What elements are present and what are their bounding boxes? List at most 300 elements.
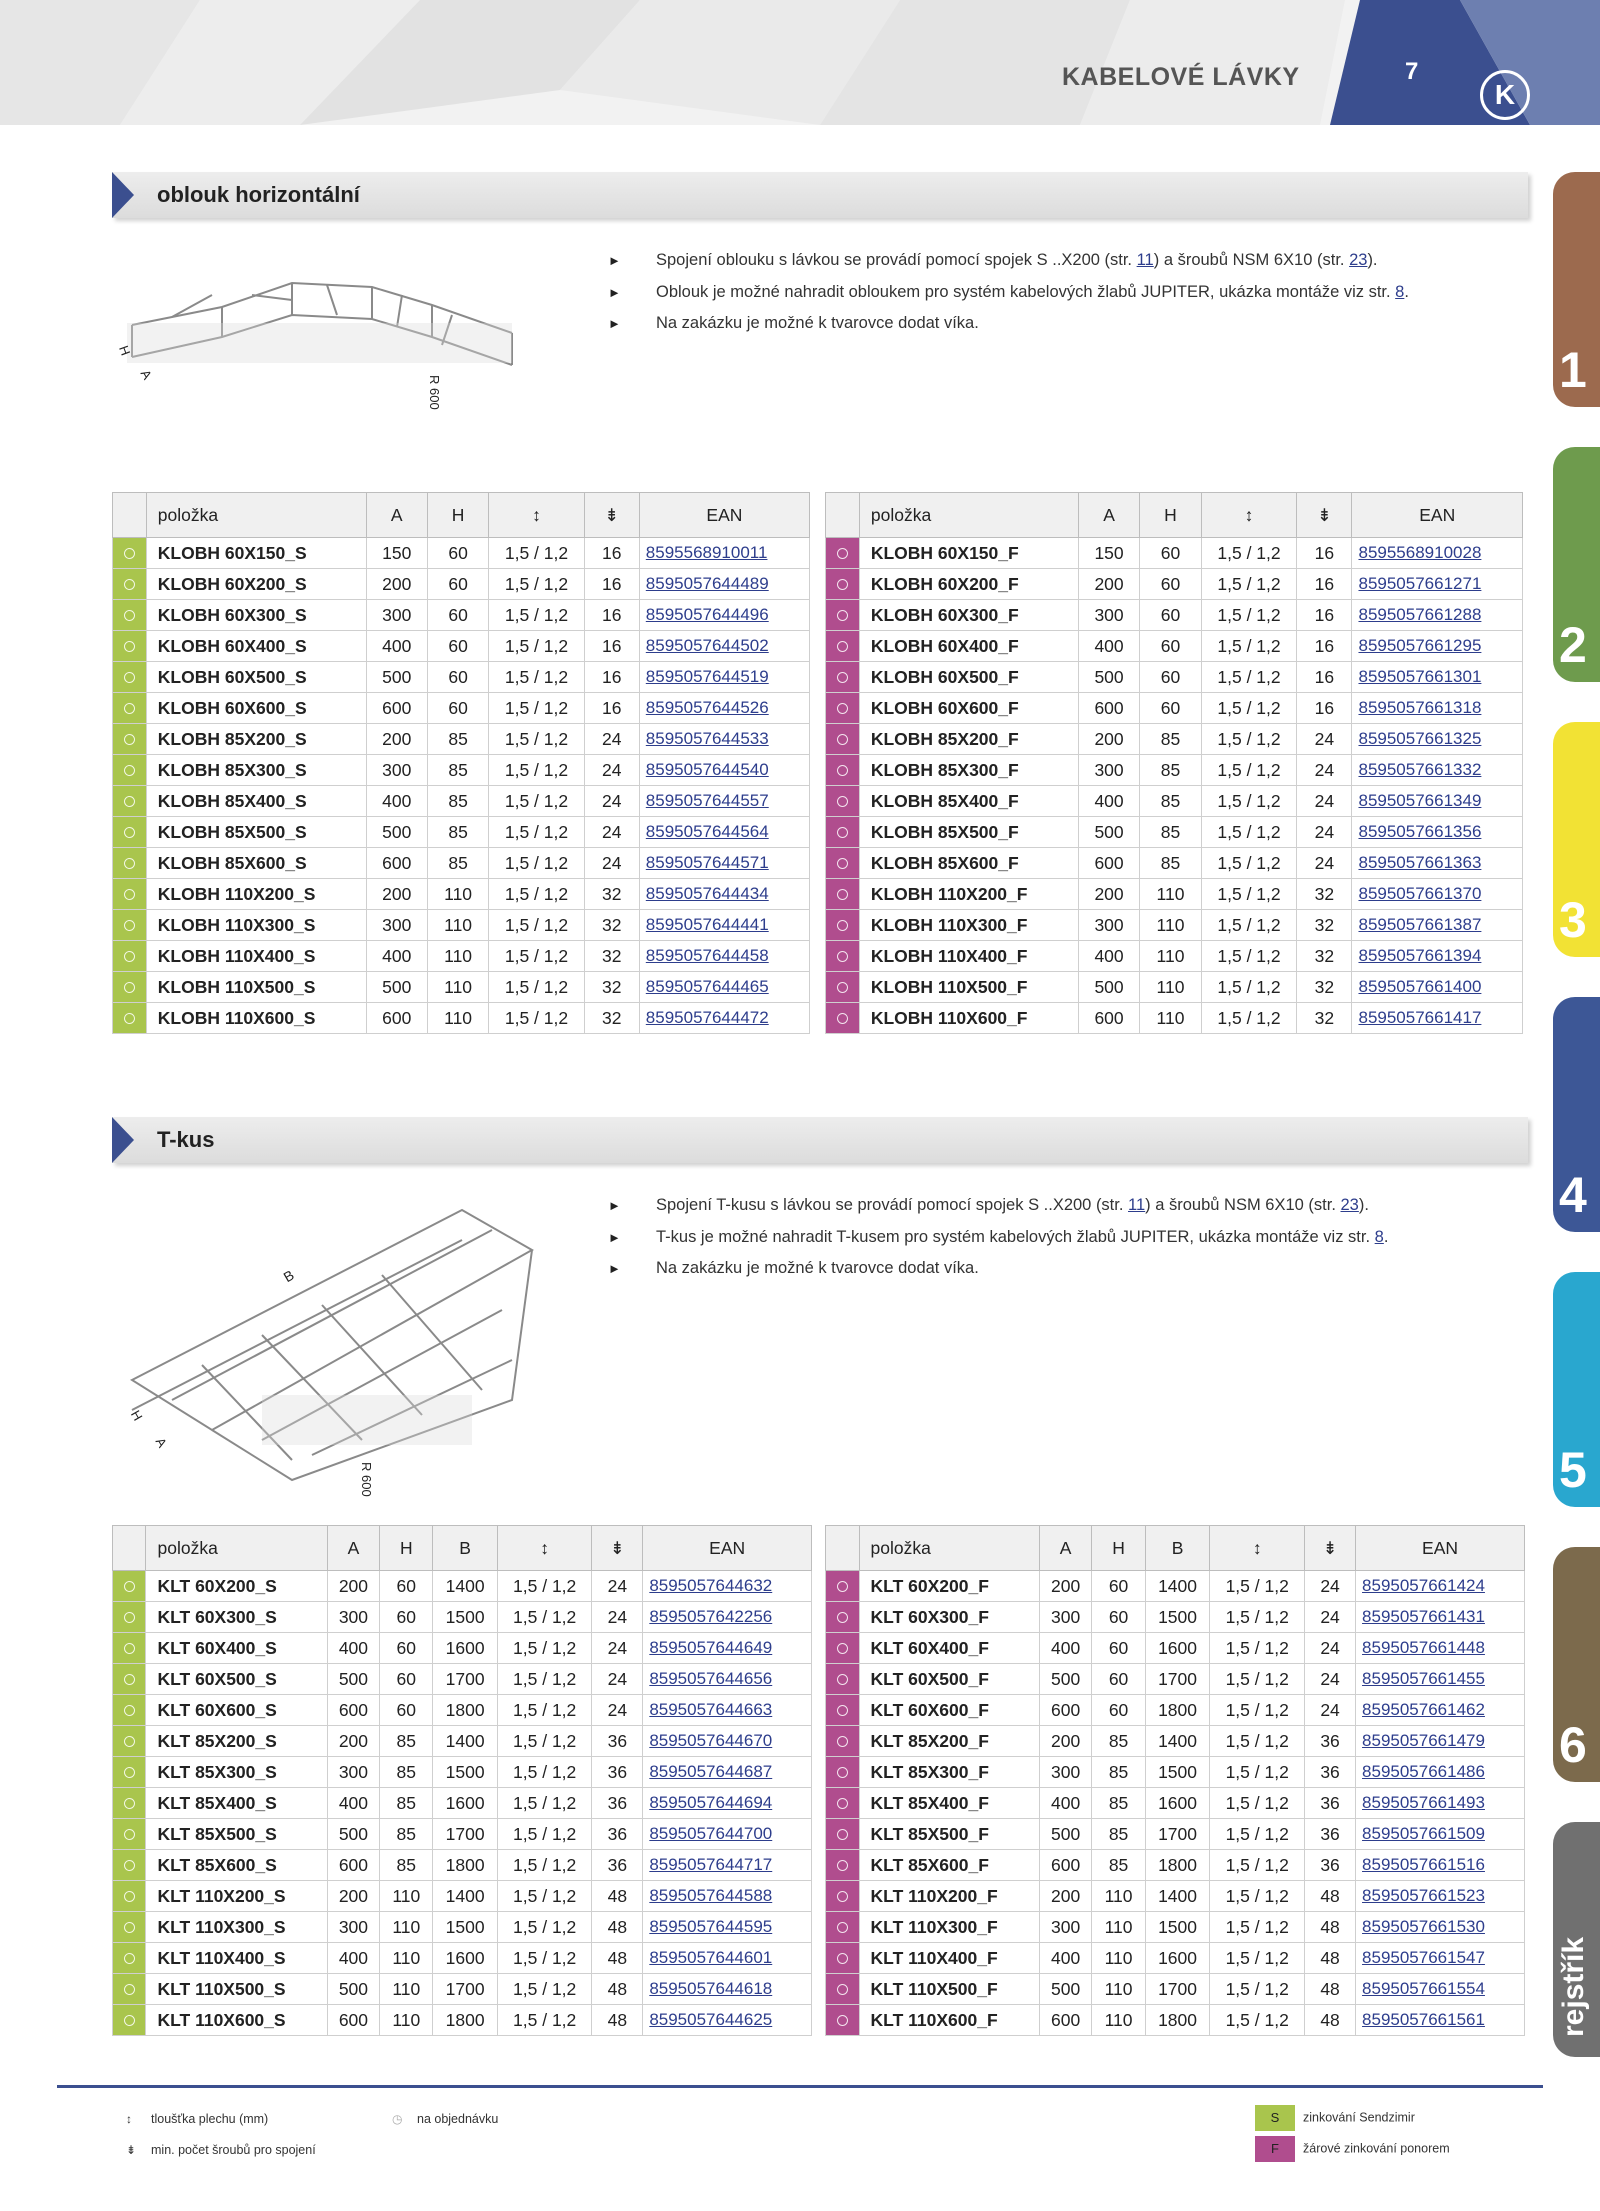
header-marker-cell bbox=[113, 1526, 146, 1571]
clock-icon bbox=[837, 703, 848, 714]
header-marker-cell bbox=[113, 493, 147, 538]
clock-icon bbox=[837, 827, 848, 838]
ean-link[interactable]: 8595057644472 bbox=[639, 1003, 809, 1034]
side-tab-5[interactable] bbox=[1553, 1272, 1600, 1507]
product-code: KLOBH 60X300_S bbox=[146, 600, 366, 631]
cell-value: 36 bbox=[1305, 1726, 1356, 1757]
cell-value: 1700 bbox=[1145, 1819, 1210, 1850]
notes-tee bbox=[608, 1190, 1388, 1285]
side-tab-6[interactable] bbox=[1553, 1547, 1600, 1782]
side-tab-label: 2 bbox=[1559, 617, 1587, 673]
ean-link[interactable]: 8595057661417 bbox=[1352, 1003, 1523, 1034]
table-header-row bbox=[113, 493, 810, 538]
cell-value: 110 bbox=[1140, 1003, 1201, 1034]
cell-value: 60 bbox=[427, 631, 488, 662]
on-order-marker bbox=[113, 1664, 146, 1695]
ean-link[interactable]: 8595057644700 bbox=[643, 1819, 812, 1850]
on-order-marker bbox=[113, 1757, 146, 1788]
table-row bbox=[113, 1943, 812, 1974]
product-code: KLT 60X400_S bbox=[146, 1633, 327, 1664]
cell-value: 500 bbox=[1078, 662, 1139, 693]
clock-icon bbox=[837, 920, 848, 931]
clock-icon bbox=[837, 1891, 848, 1902]
ean-link[interactable]: 8595057661462 bbox=[1356, 1695, 1525, 1726]
cell-value: 16 bbox=[1297, 538, 1352, 569]
on-order-marker bbox=[113, 1850, 146, 1881]
side-tab-label: 1 bbox=[1559, 342, 1587, 398]
table-row bbox=[826, 1788, 1525, 1819]
cell-value: 24 bbox=[584, 755, 639, 786]
clock-icon bbox=[837, 641, 848, 652]
clock-icon bbox=[124, 1612, 135, 1623]
cell-value: 110 bbox=[427, 910, 488, 941]
cell-value: 85 bbox=[1092, 1850, 1145, 1881]
cell-value: 600 bbox=[366, 693, 427, 724]
cell-value: 1,5 / 1,2 bbox=[1210, 1788, 1305, 1819]
cell-value: 400 bbox=[327, 1943, 379, 1974]
cell-value: 110 bbox=[1140, 941, 1201, 972]
cell-value: 1600 bbox=[433, 1788, 497, 1819]
ean-link[interactable]: 8595057644434 bbox=[639, 879, 809, 910]
column-header: ⇟ bbox=[1305, 1526, 1356, 1571]
cell-value: 600 bbox=[327, 2005, 379, 2036]
cell-value: 60 bbox=[380, 1664, 433, 1695]
column-header: položka bbox=[859, 1526, 1039, 1571]
ean-link[interactable]: 8595057644588 bbox=[643, 1881, 812, 1912]
table-row bbox=[113, 2005, 812, 2036]
ean-link[interactable]: 8595057661448 bbox=[1356, 1633, 1525, 1664]
header-marker-cell bbox=[826, 493, 860, 538]
cell-value: 1,5 / 1,2 bbox=[489, 1003, 584, 1034]
table-row bbox=[113, 972, 810, 1003]
cell-value: 85 bbox=[427, 724, 488, 755]
ean-link[interactable]: 8595057661547 bbox=[1356, 1943, 1525, 1974]
column-header: ↕ bbox=[497, 1526, 592, 1571]
ean-link[interactable]: 8595057661554 bbox=[1356, 1974, 1525, 2005]
cell-value: 16 bbox=[1297, 631, 1352, 662]
cell-value: 500 bbox=[1078, 972, 1139, 1003]
cell-value: 1500 bbox=[1145, 1602, 1210, 1633]
cell-value: 1,5 / 1,2 bbox=[497, 1726, 592, 1757]
ean-link[interactable]: 8595057644625 bbox=[643, 2005, 812, 2036]
table-tee-s bbox=[112, 1525, 812, 2036]
ean-link[interactable]: 8595057661295 bbox=[1352, 631, 1523, 662]
clock-icon bbox=[837, 1984, 848, 1995]
table-header-row bbox=[113, 1526, 812, 1571]
on-order-marker bbox=[826, 1912, 860, 1943]
cell-value: 24 bbox=[592, 1664, 643, 1695]
cell-value: 200 bbox=[1039, 1571, 1091, 1602]
table-row bbox=[826, 662, 1523, 693]
cell-value: 1,5 / 1,2 bbox=[489, 755, 584, 786]
table-row bbox=[826, 1726, 1525, 1757]
legend-f-box: F bbox=[1255, 2136, 1295, 2162]
table-row bbox=[113, 1571, 812, 1602]
legend-on-order bbox=[392, 2112, 498, 2126]
cell-value: 85 bbox=[427, 786, 488, 817]
product-code: KLT 85X600_S bbox=[146, 1850, 327, 1881]
ean-link[interactable]: 8595057644601 bbox=[643, 1943, 812, 1974]
clock-icon bbox=[124, 548, 135, 559]
on-order-marker bbox=[113, 600, 147, 631]
dim-label-a: A bbox=[152, 1434, 170, 1451]
dim-label-h: H bbox=[116, 343, 134, 358]
ean-link[interactable]: 8595057644519 bbox=[639, 662, 809, 693]
table-header-row bbox=[826, 1526, 1525, 1571]
page-link[interactable]: 23 bbox=[1349, 251, 1368, 269]
ean-link[interactable]: 8595057644526 bbox=[639, 693, 809, 724]
product-code: KLOBH 110X300_F bbox=[859, 910, 1078, 941]
cell-value: 24 bbox=[584, 817, 639, 848]
clock-icon bbox=[837, 889, 848, 900]
side-tab-label: 5 bbox=[1559, 1442, 1587, 1498]
clock-icon bbox=[124, 641, 135, 652]
cell-value: 85 bbox=[427, 817, 488, 848]
legend-text: žárové zinkování ponorem bbox=[1303, 2141, 1450, 2156]
ean-link[interactable]: 8595057644687 bbox=[643, 1757, 812, 1788]
product-code: KLT 60X200_F bbox=[859, 1571, 1039, 1602]
clock-icon bbox=[837, 1922, 848, 1933]
ean-link[interactable]: 8595057644496 bbox=[639, 600, 809, 631]
ean-link[interactable]: 8595057644571 bbox=[639, 848, 809, 879]
cell-value: 60 bbox=[380, 1633, 433, 1664]
ean-link[interactable]: 8595057644564 bbox=[639, 817, 809, 848]
table-row bbox=[826, 910, 1523, 941]
cell-value: 1,5 / 1,2 bbox=[1201, 755, 1297, 786]
clock-icon bbox=[837, 1581, 848, 1592]
table-row bbox=[113, 693, 810, 724]
table-row bbox=[113, 1757, 812, 1788]
cell-value: 1,5 / 1,2 bbox=[497, 1943, 592, 1974]
cell-value: 300 bbox=[1039, 1602, 1091, 1633]
legend-s-box: S bbox=[1255, 2105, 1295, 2131]
cell-value: 500 bbox=[1078, 817, 1139, 848]
ean-link[interactable]: 8595057644595 bbox=[643, 1912, 812, 1943]
table-row bbox=[826, 569, 1523, 600]
table-row bbox=[826, 1602, 1525, 1633]
on-order-marker bbox=[826, 910, 860, 941]
product-code: KLT 60X400_F bbox=[859, 1633, 1039, 1664]
cell-value: 300 bbox=[366, 600, 427, 631]
cell-value: 48 bbox=[592, 1881, 643, 1912]
clock-icon bbox=[837, 672, 848, 683]
product-code: KLOBH 85X600_F bbox=[859, 848, 1078, 879]
ean-link[interactable]: 8595057661271 bbox=[1352, 569, 1523, 600]
ean-link[interactable]: 8595057661561 bbox=[1356, 2005, 1525, 2036]
table-row bbox=[113, 724, 810, 755]
table-row bbox=[826, 724, 1523, 755]
table-row bbox=[826, 817, 1523, 848]
ean-link[interactable]: 8595057644502 bbox=[639, 631, 809, 662]
cell-value: 1,5 / 1,2 bbox=[1210, 1943, 1305, 1974]
ean-link[interactable]: 8595568910028 bbox=[1352, 538, 1523, 569]
ean-link[interactable]: 8595057644458 bbox=[639, 941, 809, 972]
on-order-marker bbox=[826, 1571, 860, 1602]
table-row bbox=[826, 755, 1523, 786]
ean-link[interactable]: 8595057644649 bbox=[643, 1633, 812, 1664]
cell-value: 60 bbox=[1092, 1602, 1145, 1633]
ean-link[interactable]: 8595057661332 bbox=[1352, 755, 1523, 786]
table-row bbox=[113, 1726, 812, 1757]
ean-link[interactable]: 8595057644670 bbox=[643, 1726, 812, 1757]
product-code: KLOBH 60X150_F bbox=[859, 538, 1078, 569]
cell-value: 16 bbox=[1297, 569, 1352, 600]
ean-link[interactable]: 8595057661370 bbox=[1352, 879, 1523, 910]
ean-link[interactable]: 8595057661387 bbox=[1352, 910, 1523, 941]
cell-value: 400 bbox=[1039, 1788, 1091, 1819]
clock-icon bbox=[837, 982, 848, 993]
on-order-marker bbox=[826, 972, 860, 1003]
cell-value: 110 bbox=[380, 1912, 433, 1943]
column-header: H bbox=[380, 1526, 433, 1571]
column-header: ⇟ bbox=[584, 493, 639, 538]
table-row bbox=[113, 1695, 812, 1726]
on-order-marker bbox=[113, 693, 147, 724]
dim-label-r: R 600 bbox=[359, 1462, 374, 1497]
ean-link[interactable]: 8595057661509 bbox=[1356, 1819, 1525, 1850]
cell-value: 32 bbox=[584, 879, 639, 910]
product-code: KLOBH 60X200_S bbox=[146, 569, 366, 600]
cell-value: 1,5 / 1,2 bbox=[1201, 941, 1297, 972]
on-order-marker bbox=[826, 1881, 860, 1912]
ean-link[interactable]: 8595057661530 bbox=[1356, 1912, 1525, 1943]
product-code: KLT 110X200_F bbox=[859, 1881, 1039, 1912]
ean-link[interactable]: 8595057661356 bbox=[1352, 817, 1523, 848]
table-row bbox=[826, 1819, 1525, 1850]
cell-value: 48 bbox=[592, 1974, 643, 2005]
ean-link[interactable]: 8595057644656 bbox=[643, 1664, 812, 1695]
page-link[interactable]: 11 bbox=[1136, 251, 1154, 269]
ean-link[interactable]: 8595057661486 bbox=[1356, 1757, 1525, 1788]
cell-value: 1,5 / 1,2 bbox=[1201, 910, 1297, 941]
cell-value: 600 bbox=[1039, 1695, 1091, 1726]
cell-value: 1,5 / 1,2 bbox=[497, 1571, 592, 1602]
legend-thickness bbox=[126, 2112, 268, 2126]
page-link[interactable]: 8 bbox=[1395, 282, 1405, 301]
ean-link[interactable]: 8595057644717 bbox=[643, 1850, 812, 1881]
on-order-marker bbox=[113, 1695, 146, 1726]
product-code: KLOBH 60X300_F bbox=[859, 600, 1078, 631]
on-order-marker bbox=[826, 755, 860, 786]
cell-value: 200 bbox=[1039, 1881, 1091, 1912]
cell-value: 48 bbox=[1305, 1974, 1356, 2005]
ean-link[interactable]: 8595057642256 bbox=[643, 1602, 812, 1633]
ean-link[interactable]: 8595057661363 bbox=[1352, 848, 1523, 879]
ean-link[interactable]: 8595057661523 bbox=[1356, 1881, 1525, 1912]
cell-value: 1,5 / 1,2 bbox=[497, 1695, 592, 1726]
ean-link[interactable]: 8595057661455 bbox=[1356, 1664, 1525, 1695]
on-order-marker bbox=[826, 1003, 860, 1034]
cell-value: 150 bbox=[1078, 538, 1139, 569]
cell-value: 200 bbox=[366, 724, 427, 755]
table-row bbox=[826, 1571, 1525, 1602]
ean-link[interactable]: 8595057644694 bbox=[643, 1788, 812, 1819]
ean-link[interactable]: 8595057644465 bbox=[639, 972, 809, 1003]
ean-link[interactable]: 8595057661288 bbox=[1352, 600, 1523, 631]
on-order-marker bbox=[113, 817, 147, 848]
cell-value: 1,5 / 1,2 bbox=[1210, 1664, 1305, 1695]
cell-value: 60 bbox=[1140, 693, 1201, 724]
column-header: B bbox=[433, 1526, 497, 1571]
product-code: KLT 85X200_F bbox=[859, 1726, 1039, 1757]
cell-value: 85 bbox=[1092, 1757, 1145, 1788]
clock-icon bbox=[124, 827, 135, 838]
ean-link[interactable]: 8595057661394 bbox=[1352, 941, 1523, 972]
cell-value: 32 bbox=[1297, 972, 1352, 1003]
ean-link[interactable]: 8595057661493 bbox=[1356, 1788, 1525, 1819]
table-row bbox=[113, 848, 810, 879]
table-row bbox=[826, 1881, 1525, 1912]
on-order-marker bbox=[113, 1974, 146, 2005]
cell-value: 200 bbox=[366, 569, 427, 600]
cell-value: 300 bbox=[1078, 910, 1139, 941]
ean-link[interactable]: 8595057661516 bbox=[1356, 1850, 1525, 1881]
cell-value: 60 bbox=[1140, 569, 1201, 600]
cell-value: 16 bbox=[584, 569, 639, 600]
ean-link[interactable]: 8595057661301 bbox=[1352, 662, 1523, 693]
cell-value: 110 bbox=[1140, 879, 1201, 910]
ean-link[interactable]: 8595057661479 bbox=[1356, 1726, 1525, 1757]
ean-link[interactable]: 8595057644618 bbox=[643, 1974, 812, 2005]
ean-link[interactable]: 8595057644533 bbox=[639, 724, 809, 755]
on-order-marker bbox=[113, 1571, 146, 1602]
cell-value: 1700 bbox=[433, 1819, 497, 1850]
cell-value: 1,5 / 1,2 bbox=[1201, 786, 1297, 817]
clock-icon bbox=[124, 1013, 135, 1024]
table-row bbox=[826, 1633, 1525, 1664]
side-tab-3[interactable] bbox=[1553, 722, 1600, 957]
cell-value: 1,5 / 1,2 bbox=[1210, 1850, 1305, 1881]
side-tab-4[interactable] bbox=[1553, 997, 1600, 1232]
clock-icon bbox=[124, 1643, 135, 1654]
cell-value: 36 bbox=[592, 1788, 643, 1819]
on-order-marker bbox=[113, 2005, 146, 2036]
column-header: A bbox=[1078, 493, 1139, 538]
table-row bbox=[826, 941, 1523, 972]
cell-value: 1,5 / 1,2 bbox=[497, 1912, 592, 1943]
cell-value: 1,5 / 1,2 bbox=[497, 2005, 592, 2036]
cell-value: 300 bbox=[327, 1602, 379, 1633]
note-item: ► T-kus je možné nahradit T-kusem pro systém kabelových žlabů JUPITER, ukázka montáže viz str. 8. bbox=[608, 1222, 1388, 1254]
page-link[interactable]: 11 bbox=[1128, 1196, 1146, 1214]
cell-value: 16 bbox=[584, 693, 639, 724]
product-code: KLOBH 110X200_S bbox=[146, 879, 366, 910]
side-tab-2[interactable] bbox=[1553, 447, 1600, 682]
clock-icon bbox=[837, 765, 848, 776]
product-code: KLOBH 85X400_S bbox=[146, 786, 366, 817]
column-header: ↕ bbox=[1210, 1526, 1305, 1571]
cell-value: 1,5 / 1,2 bbox=[497, 1850, 592, 1881]
clock-icon bbox=[124, 1891, 135, 1902]
cell-value: 200 bbox=[1039, 1726, 1091, 1757]
on-order-marker bbox=[826, 569, 860, 600]
on-order-marker bbox=[113, 631, 147, 662]
drawing-bend bbox=[112, 265, 562, 425]
cell-value: 24 bbox=[1297, 724, 1352, 755]
header-background bbox=[0, 0, 1600, 125]
ean-link[interactable]: 8595057661318 bbox=[1352, 693, 1523, 724]
product-code: KLT 85X300_F bbox=[859, 1757, 1039, 1788]
table-row bbox=[826, 600, 1523, 631]
cell-value: 1800 bbox=[433, 1695, 497, 1726]
column-header: ↕ bbox=[489, 493, 584, 538]
cell-value: 300 bbox=[1039, 1757, 1091, 1788]
cell-value: 60 bbox=[1140, 600, 1201, 631]
cell-value: 400 bbox=[1078, 786, 1139, 817]
cell-value: 1,5 / 1,2 bbox=[497, 1819, 592, 1850]
cell-value: 1,5 / 1,2 bbox=[1201, 631, 1297, 662]
on-order-marker bbox=[826, 600, 860, 631]
ean-link[interactable]: 8595057644441 bbox=[639, 910, 809, 941]
on-order-marker bbox=[113, 941, 147, 972]
ean-link[interactable]: 8595057644557 bbox=[639, 786, 809, 817]
table-row bbox=[113, 786, 810, 817]
ean-link[interactable]: 8595057644540 bbox=[639, 755, 809, 786]
clock-icon bbox=[837, 2015, 848, 2026]
ean-link[interactable]: 8595057661424 bbox=[1356, 1571, 1525, 1602]
cell-value: 24 bbox=[592, 1633, 643, 1664]
ean-link[interactable]: 8595057661431 bbox=[1356, 1602, 1525, 1633]
cell-value: 400 bbox=[1078, 941, 1139, 972]
page-link[interactable]: 23 bbox=[1340, 1196, 1359, 1214]
table-row bbox=[113, 1003, 810, 1034]
ean-link[interactable]: 8595057661349 bbox=[1352, 786, 1523, 817]
footer-divider bbox=[57, 2085, 1543, 2088]
legend-text: zinkování Sendzimir bbox=[1303, 2110, 1415, 2125]
cell-value: 85 bbox=[380, 1819, 433, 1850]
cell-value: 85 bbox=[427, 755, 488, 786]
cell-value: 32 bbox=[1297, 910, 1352, 941]
cell-value: 400 bbox=[1078, 631, 1139, 662]
cell-value: 600 bbox=[1039, 1850, 1091, 1881]
section-header-tee bbox=[112, 1117, 1528, 1163]
ean-link[interactable]: 8595057644663 bbox=[643, 1695, 812, 1726]
on-order-marker bbox=[113, 1912, 146, 1943]
cell-value: 110 bbox=[427, 1003, 488, 1034]
on-order-marker bbox=[826, 941, 860, 972]
on-order-marker bbox=[113, 1633, 146, 1664]
cell-value: 24 bbox=[1297, 848, 1352, 879]
section-title: oblouk horizontální bbox=[157, 182, 360, 207]
ean-link[interactable]: 8595568910011 bbox=[639, 538, 809, 569]
product-code: KLOBH 110X400_S bbox=[146, 941, 366, 972]
cell-value: 60 bbox=[1092, 1633, 1145, 1664]
product-code: KLOBH 85X300_S bbox=[146, 755, 366, 786]
product-code: KLT 110X300_F bbox=[859, 1912, 1039, 1943]
legend-s bbox=[1255, 2105, 1415, 2131]
ean-link[interactable]: 8595057661325 bbox=[1352, 724, 1523, 755]
note-item: ► Na zakázku je možné k tvarovce dodat víka. bbox=[608, 308, 1409, 340]
cell-value: 110 bbox=[380, 1943, 433, 1974]
page-link[interactable]: 8 bbox=[1374, 1227, 1384, 1246]
cell-value: 200 bbox=[327, 1726, 379, 1757]
product-code: KLOBH 60X500_S bbox=[146, 662, 366, 693]
product-code: KLOBH 110X500_F bbox=[859, 972, 1078, 1003]
side-tab-1[interactable] bbox=[1553, 172, 1600, 407]
ean-link[interactable]: 8595057644632 bbox=[643, 1571, 812, 1602]
clock-icon bbox=[837, 951, 848, 962]
cell-value: 1,5 / 1,2 bbox=[1210, 1726, 1305, 1757]
cell-value: 24 bbox=[584, 786, 639, 817]
product-code: KLT 110X500_F bbox=[859, 1974, 1039, 2005]
cell-value: 36 bbox=[1305, 1819, 1356, 1850]
column-header: H bbox=[1092, 1526, 1145, 1571]
ean-link[interactable]: 8595057644489 bbox=[639, 569, 809, 600]
cell-value: 36 bbox=[592, 1757, 643, 1788]
ean-link[interactable]: 8595057661400 bbox=[1352, 972, 1523, 1003]
cell-value: 1,5 / 1,2 bbox=[489, 724, 584, 755]
side-tab-index[interactable] bbox=[1553, 1822, 1600, 2057]
